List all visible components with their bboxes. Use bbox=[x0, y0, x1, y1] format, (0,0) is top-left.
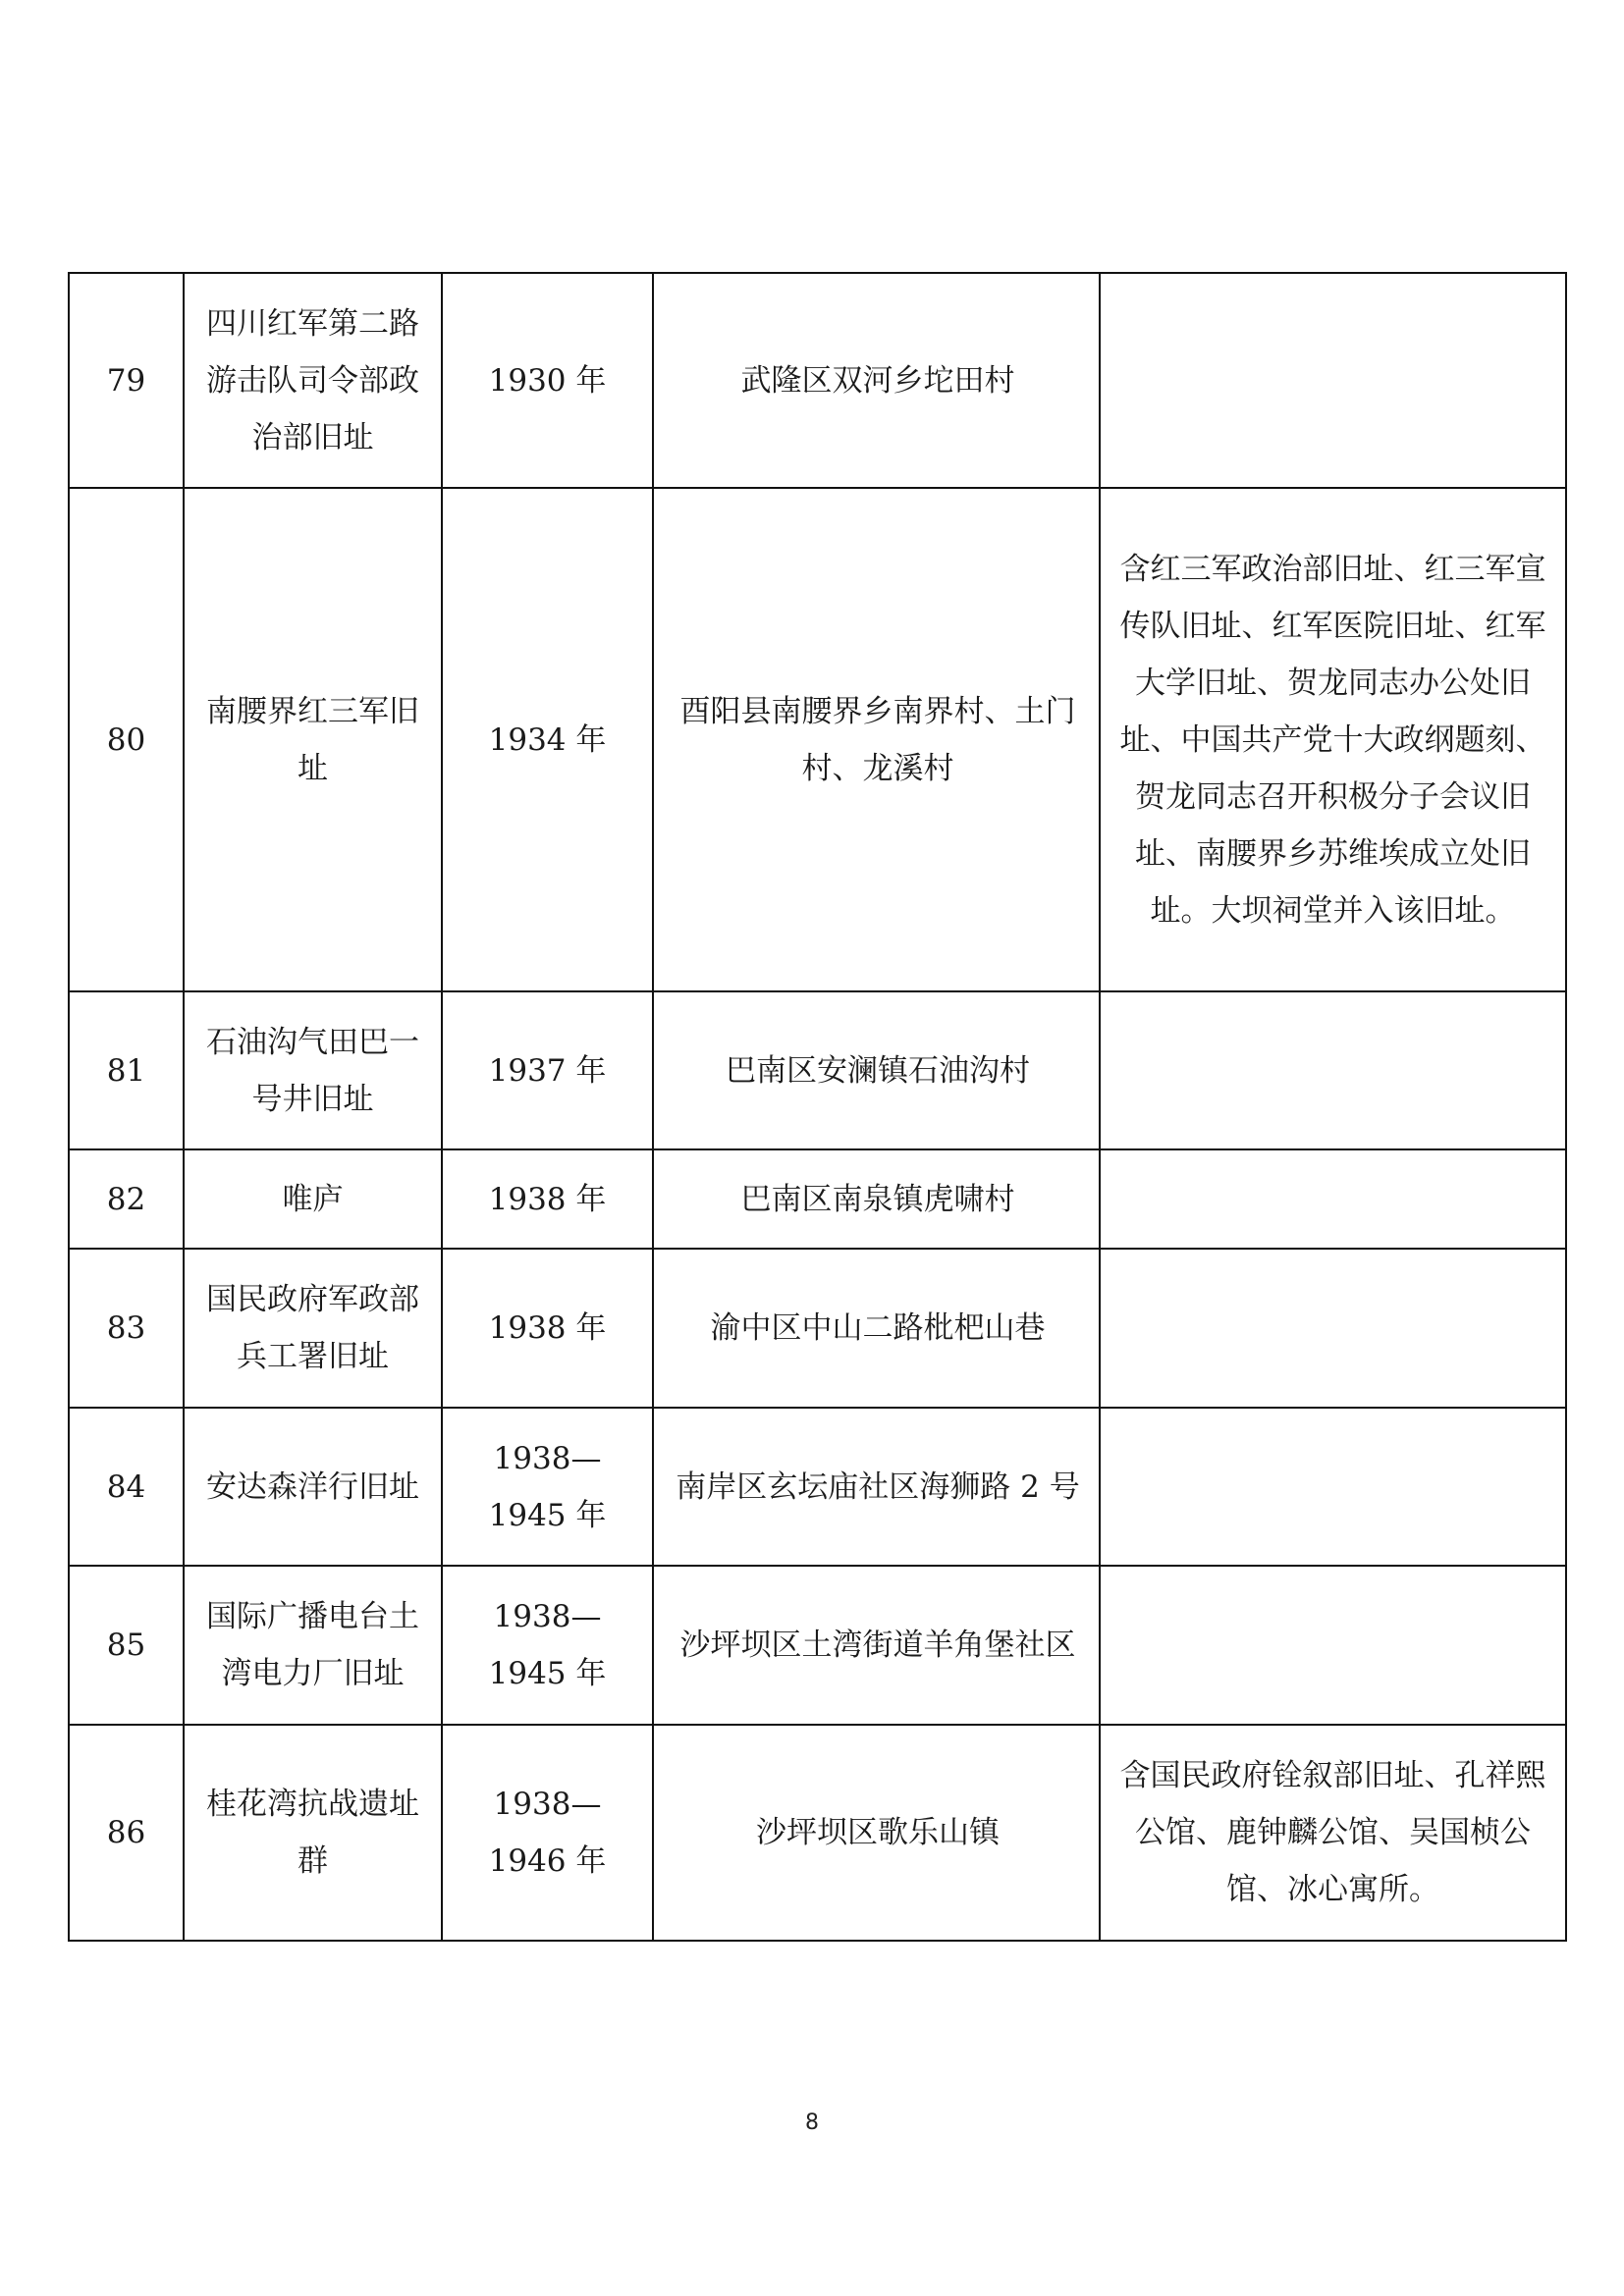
site-name: 安达森洋行旧址 bbox=[184, 1408, 442, 1566]
site-note bbox=[1100, 1566, 1566, 1725]
site-name: 唯庐 bbox=[184, 1149, 442, 1249]
table-row bbox=[69, 1249, 1566, 1408]
site-location: 巴南区安澜镇石油沟村 bbox=[653, 991, 1100, 1149]
site-location: 酉阳县南腰界乡南界村、土门村、龙溪村 bbox=[653, 488, 1100, 991]
site-name: 桂花湾抗战遗址群 bbox=[184, 1725, 442, 1941]
table-row bbox=[69, 1566, 1566, 1725]
row-number: 82 bbox=[69, 1149, 184, 1249]
table-row bbox=[69, 488, 1566, 991]
site-year: 1938—1945 年 bbox=[442, 1408, 653, 1566]
site-name: 国民政府军政部兵工署旧址 bbox=[184, 1249, 442, 1408]
site-year: 1938—1945 年 bbox=[442, 1566, 653, 1725]
site-name: 石油沟气田巴一号井旧址 bbox=[184, 991, 442, 1149]
site-location: 沙坪坝区歌乐山镇 bbox=[653, 1725, 1100, 1941]
site-name: 四川红军第二路游击队司令部政治部旧址 bbox=[184, 273, 442, 488]
row-number: 81 bbox=[69, 991, 184, 1149]
heritage-sites-table bbox=[68, 272, 1567, 1942]
site-year: 1937 年 bbox=[442, 991, 653, 1149]
row-number: 80 bbox=[69, 488, 184, 991]
site-location: 武隆区双河乡坨田村 bbox=[653, 273, 1100, 488]
row-number: 84 bbox=[69, 1408, 184, 1566]
site-location: 沙坪坝区土湾街道羊角堡社区 bbox=[653, 1566, 1100, 1725]
row-number: 79 bbox=[69, 273, 184, 488]
site-location: 南岸区玄坛庙社区海狮路 2 号 bbox=[653, 1408, 1100, 1566]
site-note bbox=[1100, 991, 1566, 1149]
site-year: 1930 年 bbox=[442, 273, 653, 488]
row-number: 83 bbox=[69, 1249, 184, 1408]
site-note: 含国民政府铨叙部旧址、孔祥熙公馆、鹿钟麟公馆、吴国桢公馆、冰心寓所。 bbox=[1100, 1725, 1566, 1941]
site-note: 含红三军政治部旧址、红三军宣传队旧址、红军医院旧址、红军大学旧址、贺龙同志办公处旧址、中国共产党十大政纲题刻、贺龙同志召开积极分子会议旧址、南腰界乡苏维埃成立处旧址。大坝祠堂并入该旧址。 bbox=[1100, 488, 1566, 991]
page-number: 8 bbox=[805, 2110, 819, 2135]
site-year: 1938 年 bbox=[442, 1249, 653, 1408]
table-row bbox=[69, 1149, 1566, 1249]
table-row bbox=[69, 1408, 1566, 1566]
site-note bbox=[1100, 273, 1566, 488]
site-name: 国际广播电台土湾电力厂旧址 bbox=[184, 1566, 442, 1725]
table-row bbox=[69, 1725, 1566, 1941]
row-number: 85 bbox=[69, 1566, 184, 1725]
site-year: 1934 年 bbox=[442, 488, 653, 991]
table-row bbox=[69, 991, 1566, 1149]
table-row bbox=[69, 273, 1566, 488]
site-year: 1938 年 bbox=[442, 1149, 653, 1249]
row-number: 86 bbox=[69, 1725, 184, 1941]
site-note bbox=[1100, 1149, 1566, 1249]
site-name: 南腰界红三军旧址 bbox=[184, 488, 442, 991]
site-note bbox=[1100, 1408, 1566, 1566]
site-location: 巴南区南泉镇虎啸村 bbox=[653, 1149, 1100, 1249]
site-note bbox=[1100, 1249, 1566, 1408]
site-year: 1938—1946 年 bbox=[442, 1725, 653, 1941]
site-location: 渝中区中山二路枇杷山巷 bbox=[653, 1249, 1100, 1408]
